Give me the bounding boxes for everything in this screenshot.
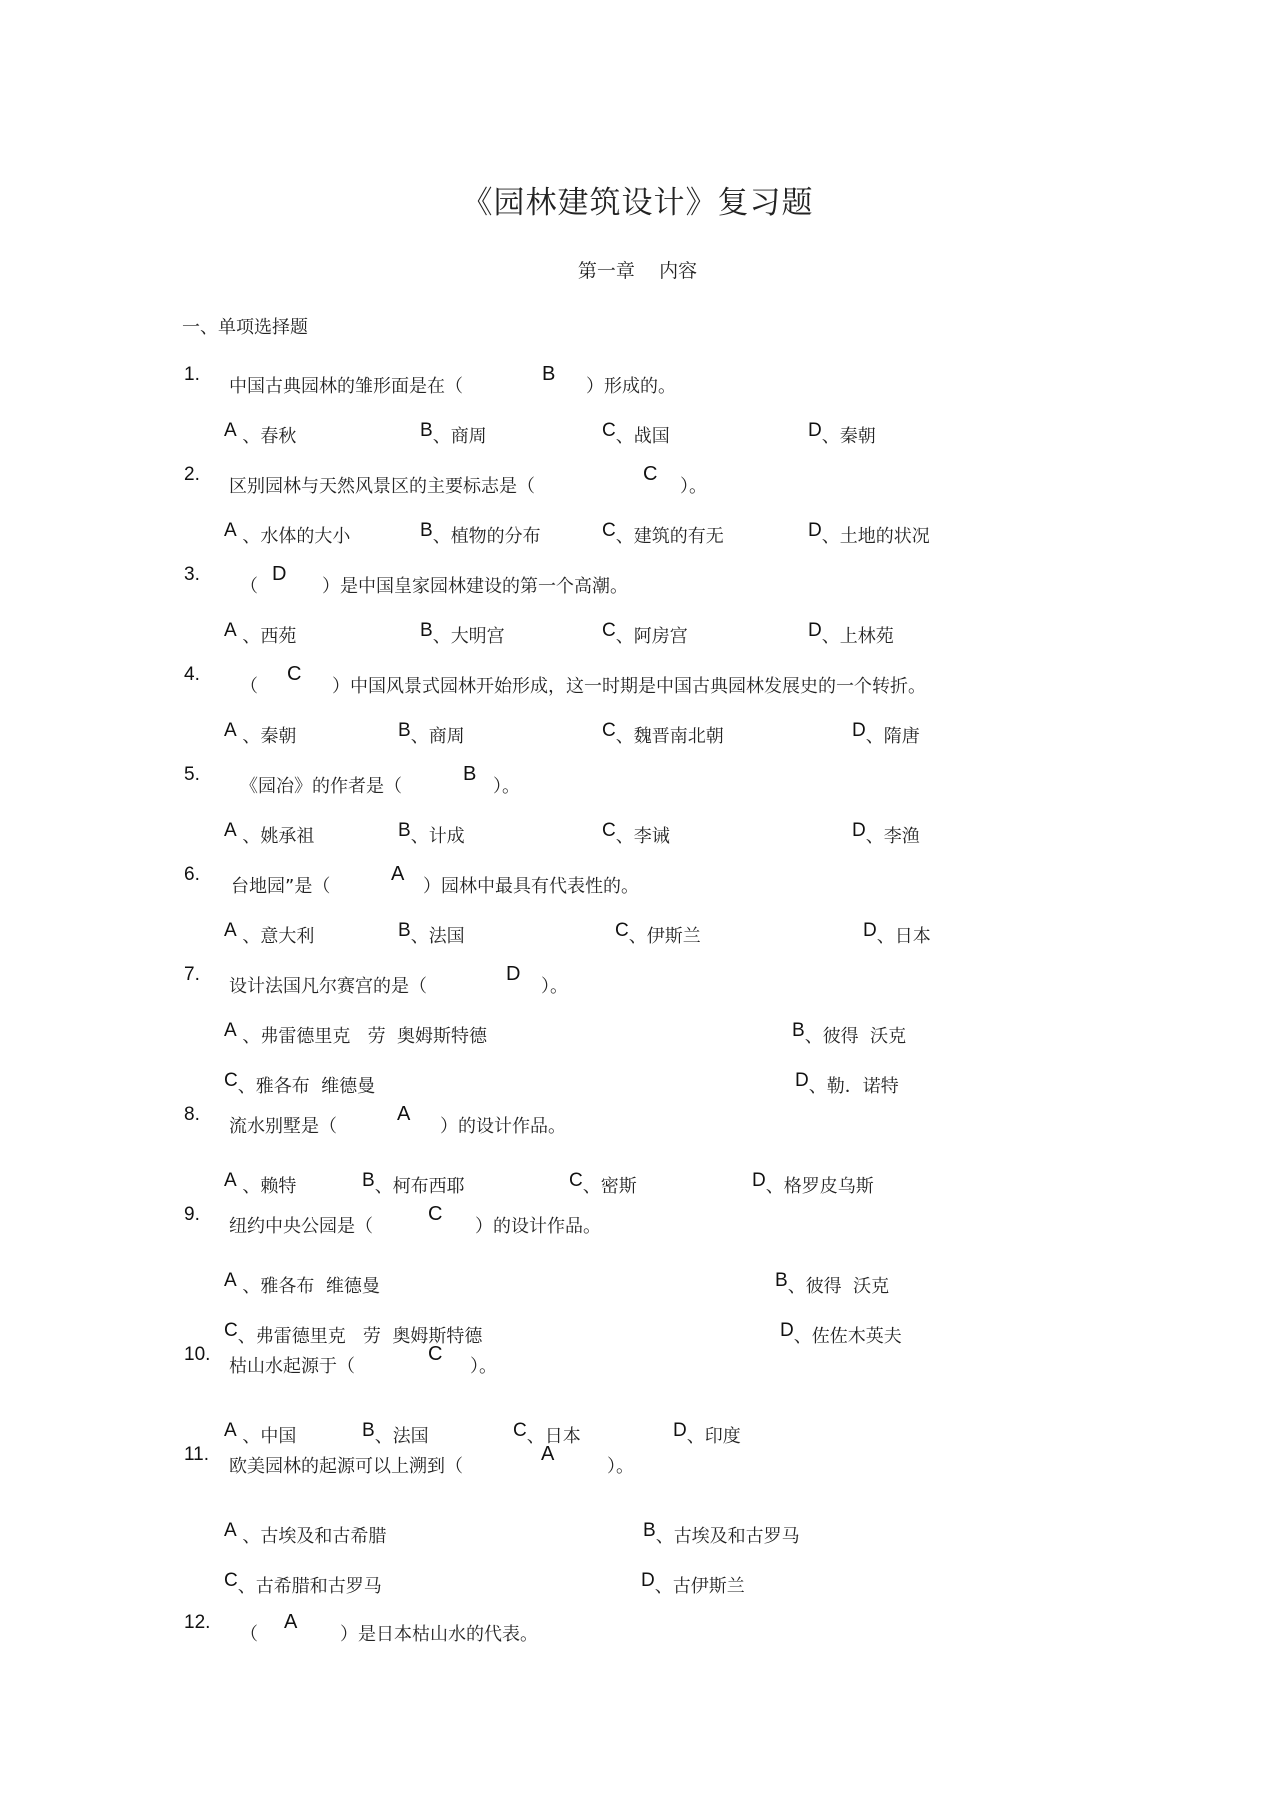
question-number: 2. xyxy=(184,464,200,485)
option-letter: B xyxy=(792,1020,805,1041)
option-text: 植物的分布 xyxy=(450,526,541,547)
option-text: 古埃及和古希腊 xyxy=(260,1526,387,1547)
option-separator: 、 xyxy=(236,726,261,747)
option-letter: B xyxy=(420,420,433,441)
option-separator: 、 xyxy=(374,1176,393,1197)
section-heading: 一、单项选择题 xyxy=(182,317,308,338)
option-separator: 、 xyxy=(526,1426,545,1447)
option-separator: 、 xyxy=(865,726,884,747)
question-number: 8. xyxy=(184,1104,200,1125)
option-separator: 、 xyxy=(655,1526,674,1547)
question-stem-end: ）形成的。 xyxy=(586,376,676,397)
option-separator: 、 xyxy=(236,1026,261,1047)
option-separator: 、 xyxy=(804,1026,823,1047)
option-letter: D xyxy=(808,520,822,541)
option-letter: A xyxy=(224,420,237,441)
option-letter: A xyxy=(224,920,237,941)
option-text: 柯布西耶 xyxy=(392,1176,465,1197)
option-separator: 、 xyxy=(615,426,634,447)
option-letter: B xyxy=(362,1170,375,1191)
option-letter: D xyxy=(752,1170,766,1191)
option-separator: 、 xyxy=(615,826,634,847)
option-separator: 、 xyxy=(821,626,840,647)
question-stem-end: ）。 xyxy=(541,976,568,997)
option-text: 古伊斯兰 xyxy=(672,1576,745,1597)
question-number: 6. xyxy=(184,864,200,885)
option-separator: 、 xyxy=(821,426,840,447)
option-a xyxy=(224,822,314,848)
option-a xyxy=(224,622,296,648)
option-text: 商周 xyxy=(450,426,487,447)
option-text: 弗雷德里克 劳 奥姆斯特德 xyxy=(255,1326,483,1347)
option-text: 格罗皮乌斯 xyxy=(783,1176,874,1197)
option-b xyxy=(643,1522,800,1548)
option-letter: C xyxy=(224,1570,238,1591)
option-letter: D xyxy=(808,620,822,641)
option-separator: 、 xyxy=(686,1426,705,1447)
option-text: 意大利 xyxy=(260,926,315,947)
question-stem-end: ）。 xyxy=(493,776,520,797)
answer-letter: A xyxy=(541,1443,555,1465)
option-separator: 、 xyxy=(236,1276,261,1297)
question-stem: 枯山水起源于（ xyxy=(229,1356,355,1377)
option-separator: 、 xyxy=(410,726,429,747)
option-text: 阿房宫 xyxy=(633,626,688,647)
option-b xyxy=(398,922,465,948)
option-d xyxy=(852,722,920,748)
option-letter: A xyxy=(224,1520,237,1541)
option-separator: 、 xyxy=(793,1326,812,1347)
option-text: 日本 xyxy=(894,926,931,947)
option-text: 李渔 xyxy=(883,826,920,847)
option-a xyxy=(224,1522,386,1548)
option-text: 古埃及和古罗马 xyxy=(673,1526,800,1547)
option-letter: A xyxy=(224,1170,237,1191)
option-letter: A xyxy=(224,620,237,641)
option-letter: C xyxy=(224,1070,238,1091)
option-text: 战国 xyxy=(633,426,670,447)
option-c xyxy=(569,1172,637,1198)
option-separator: 、 xyxy=(615,726,634,747)
option-letter: A xyxy=(224,1420,237,1441)
question-stem-end: ）的设计作品。 xyxy=(475,1216,601,1237)
option-c xyxy=(615,922,701,948)
option-letter: A xyxy=(224,520,237,541)
option-separator: 、 xyxy=(821,526,840,547)
option-separator: 、 xyxy=(236,826,261,847)
option-letter: C xyxy=(602,720,616,741)
option-a xyxy=(224,1172,296,1198)
page-title: 《园林建筑设计》复习题 xyxy=(461,185,814,221)
option-d xyxy=(808,622,894,648)
option-d xyxy=(795,1072,899,1098)
option-text: 计成 xyxy=(428,826,465,847)
option-letter: B xyxy=(420,620,433,641)
option-text: 印度 xyxy=(704,1426,741,1447)
option-c xyxy=(224,1072,375,1098)
option-c xyxy=(224,1572,382,1598)
option-separator: 、 xyxy=(787,1276,806,1297)
option-text: 雅各布 维德曼 xyxy=(260,1276,380,1297)
question-number: 4. xyxy=(184,664,200,685)
option-text: 大明宫 xyxy=(450,626,505,647)
question-stem: 《园冶》的作者是（ xyxy=(240,776,402,797)
option-d xyxy=(780,1322,902,1348)
option-letter: C xyxy=(513,1420,527,1441)
option-text: 彼得 沃克 xyxy=(805,1276,890,1297)
answer-letter: B xyxy=(463,763,477,785)
option-c xyxy=(602,422,670,448)
question-number: 7. xyxy=(184,964,200,985)
option-letter: D xyxy=(852,720,866,741)
option-separator: 、 xyxy=(432,426,451,447)
answer-letter: C xyxy=(643,463,658,485)
option-separator: 、 xyxy=(236,1426,261,1447)
option-text: 水体的大小 xyxy=(260,526,351,547)
answer-letter: A xyxy=(391,863,405,885)
option-separator: 、 xyxy=(237,1076,256,1097)
option-b xyxy=(362,1172,465,1198)
option-text: 密斯 xyxy=(600,1176,637,1197)
option-text: 日本 xyxy=(544,1426,581,1447)
question-stem-end: ）。 xyxy=(680,476,707,497)
option-b xyxy=(420,622,505,648)
question-stem: 流水别墅是（ xyxy=(229,1116,337,1137)
option-a xyxy=(224,1022,487,1048)
option-separator: 、 xyxy=(236,526,261,547)
option-letter: B xyxy=(362,1420,375,1441)
option-letter: A xyxy=(224,1020,237,1041)
option-letter: D xyxy=(780,1320,794,1341)
question-stem: （ xyxy=(240,676,258,697)
option-separator: 、 xyxy=(432,626,451,647)
option-c xyxy=(224,1322,482,1348)
option-separator: 、 xyxy=(374,1426,393,1447)
option-letter: C xyxy=(602,420,616,441)
option-d xyxy=(863,922,931,948)
option-text: 彼得 沃克 xyxy=(822,1026,907,1047)
answer-letter: C xyxy=(428,1203,443,1225)
answer-letter: A xyxy=(397,1103,411,1125)
option-text: 秦朝 xyxy=(839,426,876,447)
option-separator: 、 xyxy=(582,1176,601,1197)
option-separator: 、 xyxy=(237,1326,256,1347)
option-text: 秦朝 xyxy=(260,726,297,747)
option-b xyxy=(362,1422,429,1448)
option-separator: 、 xyxy=(615,526,634,547)
question-stem-end: ）的设计作品。 xyxy=(440,1116,566,1137)
question-stem: 设计法国凡尔赛宫的是（ xyxy=(229,976,427,997)
option-letter: D xyxy=(641,1570,655,1591)
option-text: 李诫 xyxy=(633,826,670,847)
question-stem: （ xyxy=(240,1624,258,1645)
question-stem: （ xyxy=(240,576,258,597)
option-text: 春秋 xyxy=(260,426,297,447)
option-letter: C xyxy=(602,520,616,541)
option-text: 佐佐木英夫 xyxy=(811,1326,902,1347)
option-letter: C xyxy=(615,920,629,941)
option-text: 土地的状况 xyxy=(839,526,930,547)
option-text: 商周 xyxy=(428,726,465,747)
option-separator: 、 xyxy=(236,426,261,447)
answer-letter: D xyxy=(506,963,521,985)
option-letter: B xyxy=(420,520,433,541)
option-d xyxy=(673,1422,741,1448)
option-text: 魏晋南北朝 xyxy=(633,726,724,747)
question-stem: 台地园”是（ xyxy=(231,876,331,897)
option-letter: A xyxy=(224,1270,237,1291)
option-separator: 、 xyxy=(410,926,429,947)
question-stem-end: ）。 xyxy=(607,1456,634,1477)
answer-letter: C xyxy=(287,663,302,685)
option-separator: 、 xyxy=(236,1176,261,1197)
option-letter: D xyxy=(808,420,822,441)
option-letter: A xyxy=(224,720,237,741)
option-d xyxy=(641,1572,745,1598)
option-text: 勒．诺特 xyxy=(826,1076,899,1097)
option-separator: 、 xyxy=(410,826,429,847)
option-letter: B xyxy=(398,820,411,841)
option-text: 建筑的有无 xyxy=(633,526,724,547)
question-stem-end: ）。 xyxy=(470,1356,497,1377)
option-b xyxy=(398,822,465,848)
question-stem: 中国古典园林的雏形面是在（ xyxy=(229,376,463,397)
option-separator: 、 xyxy=(236,926,261,947)
option-separator: 、 xyxy=(865,826,884,847)
option-separator: 、 xyxy=(765,1176,784,1197)
option-c xyxy=(602,722,724,748)
option-letter: D xyxy=(795,1070,809,1091)
option-separator: 、 xyxy=(236,1526,261,1547)
option-letter: D xyxy=(673,1420,687,1441)
question-number: 3. xyxy=(184,564,200,585)
question-number: 1. xyxy=(184,364,200,385)
option-separator: 、 xyxy=(654,1576,673,1597)
question-stem: 纽约中央公园是（ xyxy=(229,1216,373,1237)
option-c xyxy=(602,622,688,648)
option-text: 法国 xyxy=(392,1426,429,1447)
option-letter: A xyxy=(224,820,237,841)
option-c xyxy=(602,822,670,848)
option-text: 雅各布 维德曼 xyxy=(255,1076,376,1097)
answer-letter: C xyxy=(428,1343,443,1365)
option-letter: B xyxy=(643,1520,656,1541)
option-d xyxy=(808,522,930,548)
option-b xyxy=(775,1272,889,1298)
option-text: 古希腊和古罗马 xyxy=(255,1576,382,1597)
option-separator: 、 xyxy=(876,926,895,947)
answer-letter: D xyxy=(272,563,287,585)
option-separator: 、 xyxy=(237,1576,256,1597)
option-letter: D xyxy=(863,920,877,941)
answer-letter: B xyxy=(542,363,556,385)
option-d xyxy=(852,822,920,848)
option-d xyxy=(808,422,876,448)
option-text: 赖特 xyxy=(260,1176,297,1197)
option-letter: B xyxy=(398,720,411,741)
option-a xyxy=(224,722,296,748)
question-stem-end: ）园林中最具有代表性的。 xyxy=(423,876,639,897)
option-separator: 、 xyxy=(432,526,451,547)
question-number: 12. xyxy=(184,1612,211,1633)
option-separator: 、 xyxy=(628,926,647,947)
option-text: 弗雷德里克 劳 奥姆斯特德 xyxy=(260,1026,488,1047)
option-b xyxy=(420,422,487,448)
option-a xyxy=(224,1422,296,1448)
option-separator: 、 xyxy=(808,1076,827,1097)
question-number: 5. xyxy=(184,764,200,785)
option-letter: B xyxy=(398,920,411,941)
question-number: 9. xyxy=(184,1204,200,1225)
option-b xyxy=(420,522,541,548)
option-text: 法国 xyxy=(428,926,465,947)
option-letter: C xyxy=(602,620,616,641)
option-letter: C xyxy=(224,1320,238,1341)
question-number: 10. xyxy=(184,1344,211,1365)
option-a xyxy=(224,522,350,548)
option-separator: 、 xyxy=(615,626,634,647)
option-text: 隋唐 xyxy=(883,726,920,747)
option-a xyxy=(224,1272,380,1298)
option-text: 上林苑 xyxy=(839,626,894,647)
question-number: 11. xyxy=(184,1444,210,1465)
option-letter: B xyxy=(775,1270,788,1291)
option-separator: 、 xyxy=(236,626,261,647)
option-text: 姚承祖 xyxy=(260,826,315,847)
option-text: 伊斯兰 xyxy=(646,926,701,947)
option-a xyxy=(224,922,314,948)
question-stem-end: ）中国风景式园林开始形成，这一时期是中国古典园林发展史的一个转折。 xyxy=(332,676,926,697)
chapter-title: 第一章 内容 xyxy=(577,260,698,282)
option-letter: D xyxy=(852,820,866,841)
option-b xyxy=(398,722,465,748)
question-stem-end: ）是日本枯山水的代表。 xyxy=(340,1624,538,1645)
option-c xyxy=(602,522,724,548)
option-d xyxy=(752,1172,874,1198)
question-stem: 欧美园林的起源可以上溯到（ xyxy=(229,1456,463,1477)
answer-letter: A xyxy=(284,1611,298,1633)
option-letter: C xyxy=(602,820,616,841)
option-a xyxy=(224,422,296,448)
option-text: 西苑 xyxy=(260,626,297,647)
option-letter: C xyxy=(569,1170,583,1191)
question-stem-end: ）是中国皇家园林建设的第一个高潮。 xyxy=(322,576,628,597)
option-b xyxy=(792,1022,906,1048)
question-stem: 区别园林与天然风景区的主要标志是（ xyxy=(229,476,535,497)
option-text: 中国 xyxy=(260,1426,297,1447)
